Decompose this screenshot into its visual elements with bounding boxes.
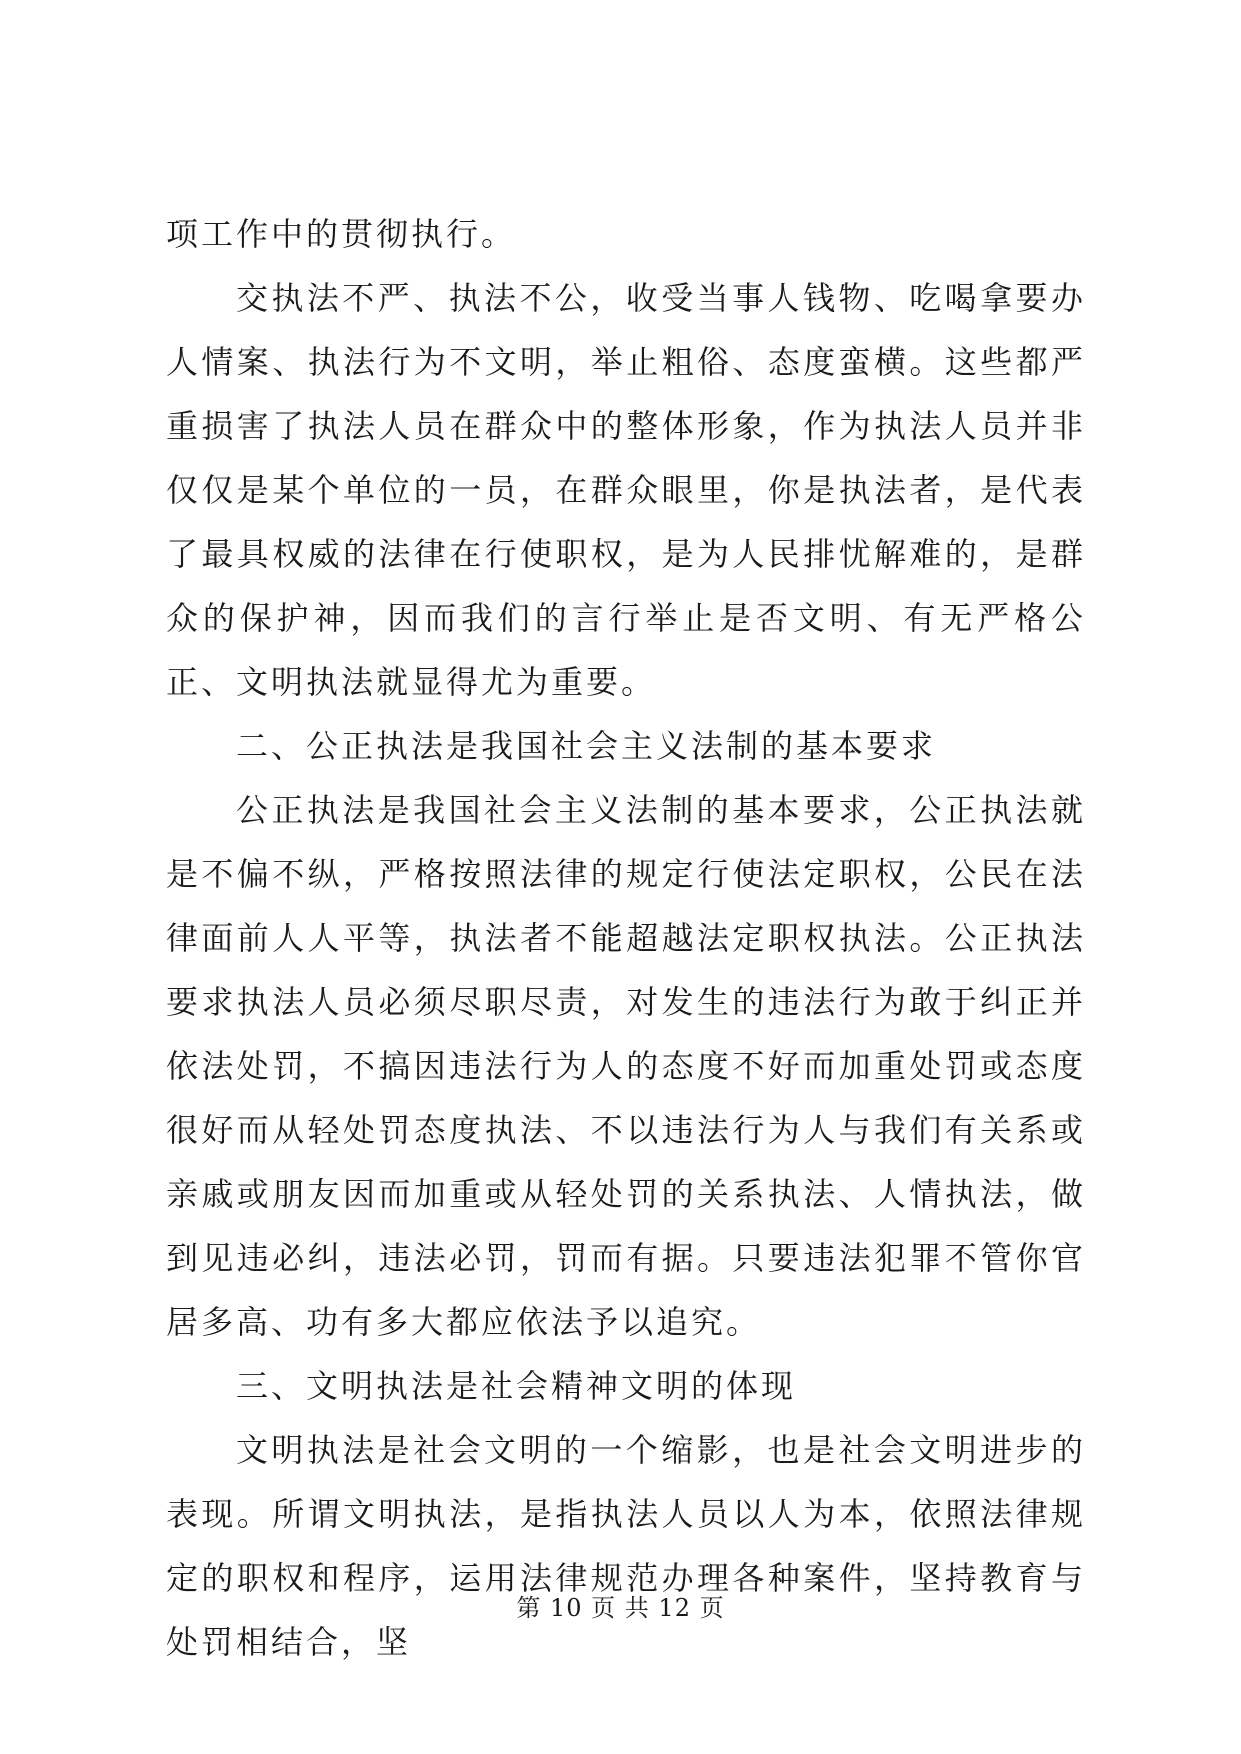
paragraph-fair-enforcement: 公正执法是我国社会主义法制的基本要求，公正执法就是不偏不纵，严格按照法律的规定行使法定职权，公民在法律面前人人平等，执法者不能超越法定职权执法。公正执法要求执法人员必须尽职尽责，对发生的违法行为敢于纠正并依法处罚，不搞因违法行为人的态度不好而加重处罚或态度很好而从轻处罚态度执法、不以违法行为人与我们有关系或亲戚或朋友因而加重或从轻处罚的关系执法、人情执法，做到见违必纠，违法必罚，罚而有据。只要违法犯罪不管你官居多高、功有多大都应依法予以追究。 [166,791,1086,1341]
body-text [166,202,1086,1674]
paragraph-continuation: 项工作中的贯彻执行。 [166,215,517,253]
section-heading-3: 三、文明执法是社会精神文明的体现 [236,1367,797,1405]
section-heading-2: 二、公正执法是我国社会主义法制的基本要求 [236,727,937,765]
paragraph-misconduct: 交执法不严、执法不公，收受当事人钱物、吃喝拿要办人情案、执法行为不文明，举止粗俗、态度蛮横。这些都严重损害了执法人员在群众中的整体形象，作为执法人员并非仅仅是某个单位的一员，在群众眼里，你是执法者，是代表了最具权威的法律在行使职权，是为人民排忧解难的，是群众的保护神，因而我们的言行举止是否文明、有无严格公正、文明执法就显得尤为重要。 [166,279,1086,701]
page-footer: 第 10 页 共 12 页 [516,1594,725,1622]
paragraph-civil-enforcement: 文明执法是社会文明的一个缩影，也是社会文明进步的表现。所谓文明执法，是指执法人员以人为本，依照法律规定的职权和程序，运用法律规范办理各种案件，坚持教育与处罚相结合，坚 [166,1431,1086,1661]
